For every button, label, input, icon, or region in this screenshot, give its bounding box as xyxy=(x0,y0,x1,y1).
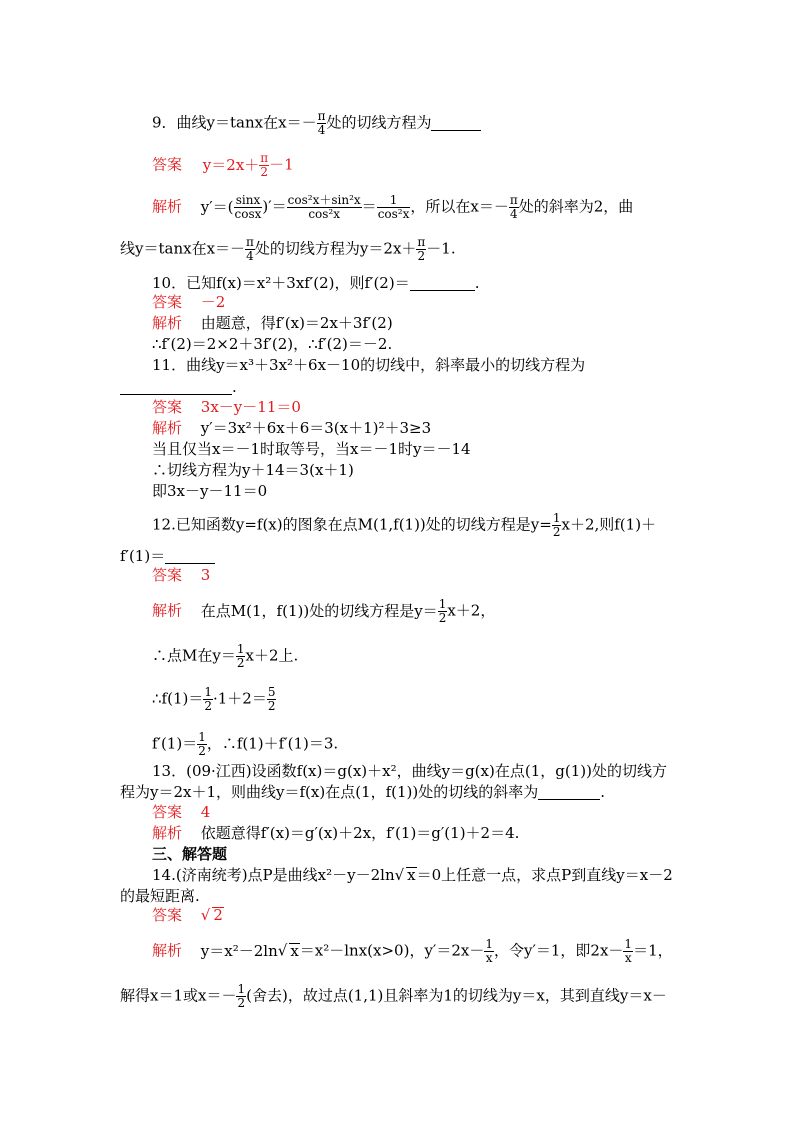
q11-answer: 答案 3x－y－11＝0 xyxy=(152,398,301,416)
q9-tail: 处的切线方程为 xyxy=(326,113,432,132)
question-10: 10．已知f(x)＝x²＋3xf′(2)，则f′(2)＝ . xyxy=(152,274,480,292)
q10-answer: 答案 －2 xyxy=(152,293,226,311)
q9-answer-blank[interactable] xyxy=(431,116,481,131)
q11-jiexi-line2: 当且仅当x＝－1时取等号，当x＝－1时y＝－14 xyxy=(152,440,471,458)
q10-jiexi-line1: 解析 由题意，得f′(x)＝2x＋3f′(2) xyxy=(152,314,393,332)
q14-answer: 答案 √ 2 xyxy=(152,906,223,924)
q9-jiexi-line2: 线y＝tanx在x＝－ $\frac{\pi}{4}$ 处的切线方程为y＝2x＋ $\frac{\pi}{2}$ －1. xyxy=(120,235,456,263)
q9-text: 9．曲线y＝tanx在x＝－ xyxy=(152,113,317,132)
question-13-line1: 13．(09·江西)设函数f(x)＝g(x)＋x²，曲线y＝g(x)在点(1，g(1))处的切线方 xyxy=(152,762,667,780)
q12-answer-blank[interactable] xyxy=(165,549,215,564)
q10-jiexi-line2: ∴f′(2)＝2×2＋3f′(2)，∴f′(2)＝－2. xyxy=(152,335,393,353)
q14-jiexi-line1: 解析 y＝x²－2ln√ x＝x²－lnx(x>0)，y′＝2x－ $\frac{1}{x}$ ，令y′＝1，即2x－ $\frac{1}{x}$ ＝1， xyxy=(152,937,673,965)
question-11: 11．曲线y＝x³＋3x²＋6x－10的切线中，斜率最小的切线方程为 xyxy=(152,356,586,374)
q10-answer-blank[interactable] xyxy=(410,276,475,291)
q11-answer-blank[interactable] xyxy=(120,380,232,395)
q9-answer-label: 答案 xyxy=(152,155,183,174)
question-14-line1: 14.(济南统考)点P是曲线x²－y－2ln√ x＝0上任意一点，求点P到直线y＝x－2 xyxy=(152,866,673,884)
q11-blank-line: . xyxy=(120,378,237,396)
q9-fraction: $\frac{\pi}{4}$ xyxy=(317,109,326,137)
q12-jiexi-line3: ∴f(1)＝ $\frac{1}{2}$ ·1＋2＝ $\frac{5}{2}$ xyxy=(152,685,276,713)
q12-line2: f′(1)＝ xyxy=(120,547,215,565)
section-title: 三、解答题 xyxy=(152,845,228,863)
q13-answer-blank[interactable] xyxy=(538,785,600,800)
q13-jiexi: 解析 依题意得f′(x)＝g′(x)＋2x，f′(1)＝g′(1)＋2＝4. xyxy=(152,824,520,842)
question-14-line2: 的最短距离. xyxy=(120,887,200,905)
question-9 xyxy=(152,110,481,137)
q11-jiexi-line1: 解析 y′＝3x²＋6x＋6＝3(x＋1)²＋3≥3 xyxy=(152,419,432,437)
q14-jiexi-line2: 解得x＝1或x＝－ $\frac{1}{2}$ (舍去)，故过点(1,1)且斜率为1的切线为y＝x，其到直线y＝x－ xyxy=(120,982,667,1010)
question-12: 12.已知函数y=f(x)的图象在点M(1,f(1))处的切线方程是y= $\frac{1}{2}$ x＋2,则f(1)＋ xyxy=(152,511,657,539)
q9-jiexi-line1: 解析 y′＝( $\frac{\sin x}{\cos x}$ )′＝ $\frac{\text{cos²x＋sin²x}}{\text{cos²x}}$ ＝ $\frac{1}{\text{cos²x}}$ ，所以在x＝－ $\frac{\pi}{4}$ 处的斜率为2，曲 xyxy=(152,193,634,221)
question-13-line2: 程为y＝2x＋1，则曲线y＝f(x)在点(1，f(1))处的切线的斜率为 . xyxy=(120,783,606,801)
q9-answer: 答案 y＝2x＋ $\frac{\pi}{2}$ －1 xyxy=(152,151,294,179)
q9-jiexi-label: 解析 xyxy=(152,197,183,216)
q12-jiexi-line1: 解析 在点M(1，f(1))处的切线方程是y＝ $\frac{1}{2}$ x＋2， xyxy=(152,597,496,625)
q12-answer: 答案 3 xyxy=(152,566,211,584)
q13-answer: 答案 4 xyxy=(152,803,211,821)
q11-jiexi-line3: ∴切线方程为y＋14＝3(x＋1) xyxy=(152,461,354,479)
q12-jiexi-line4: f′(1)＝ $\frac{1}{2}$ ，∴f(1)＋f′(1)＝3. xyxy=(152,730,339,758)
q12-jiexi-line2: ∴点M在y＝ $\frac{1}{2}$ x＋2上. xyxy=(152,642,299,670)
q11-jiexi-line4: 即3x－y－11＝0 xyxy=(152,482,268,500)
